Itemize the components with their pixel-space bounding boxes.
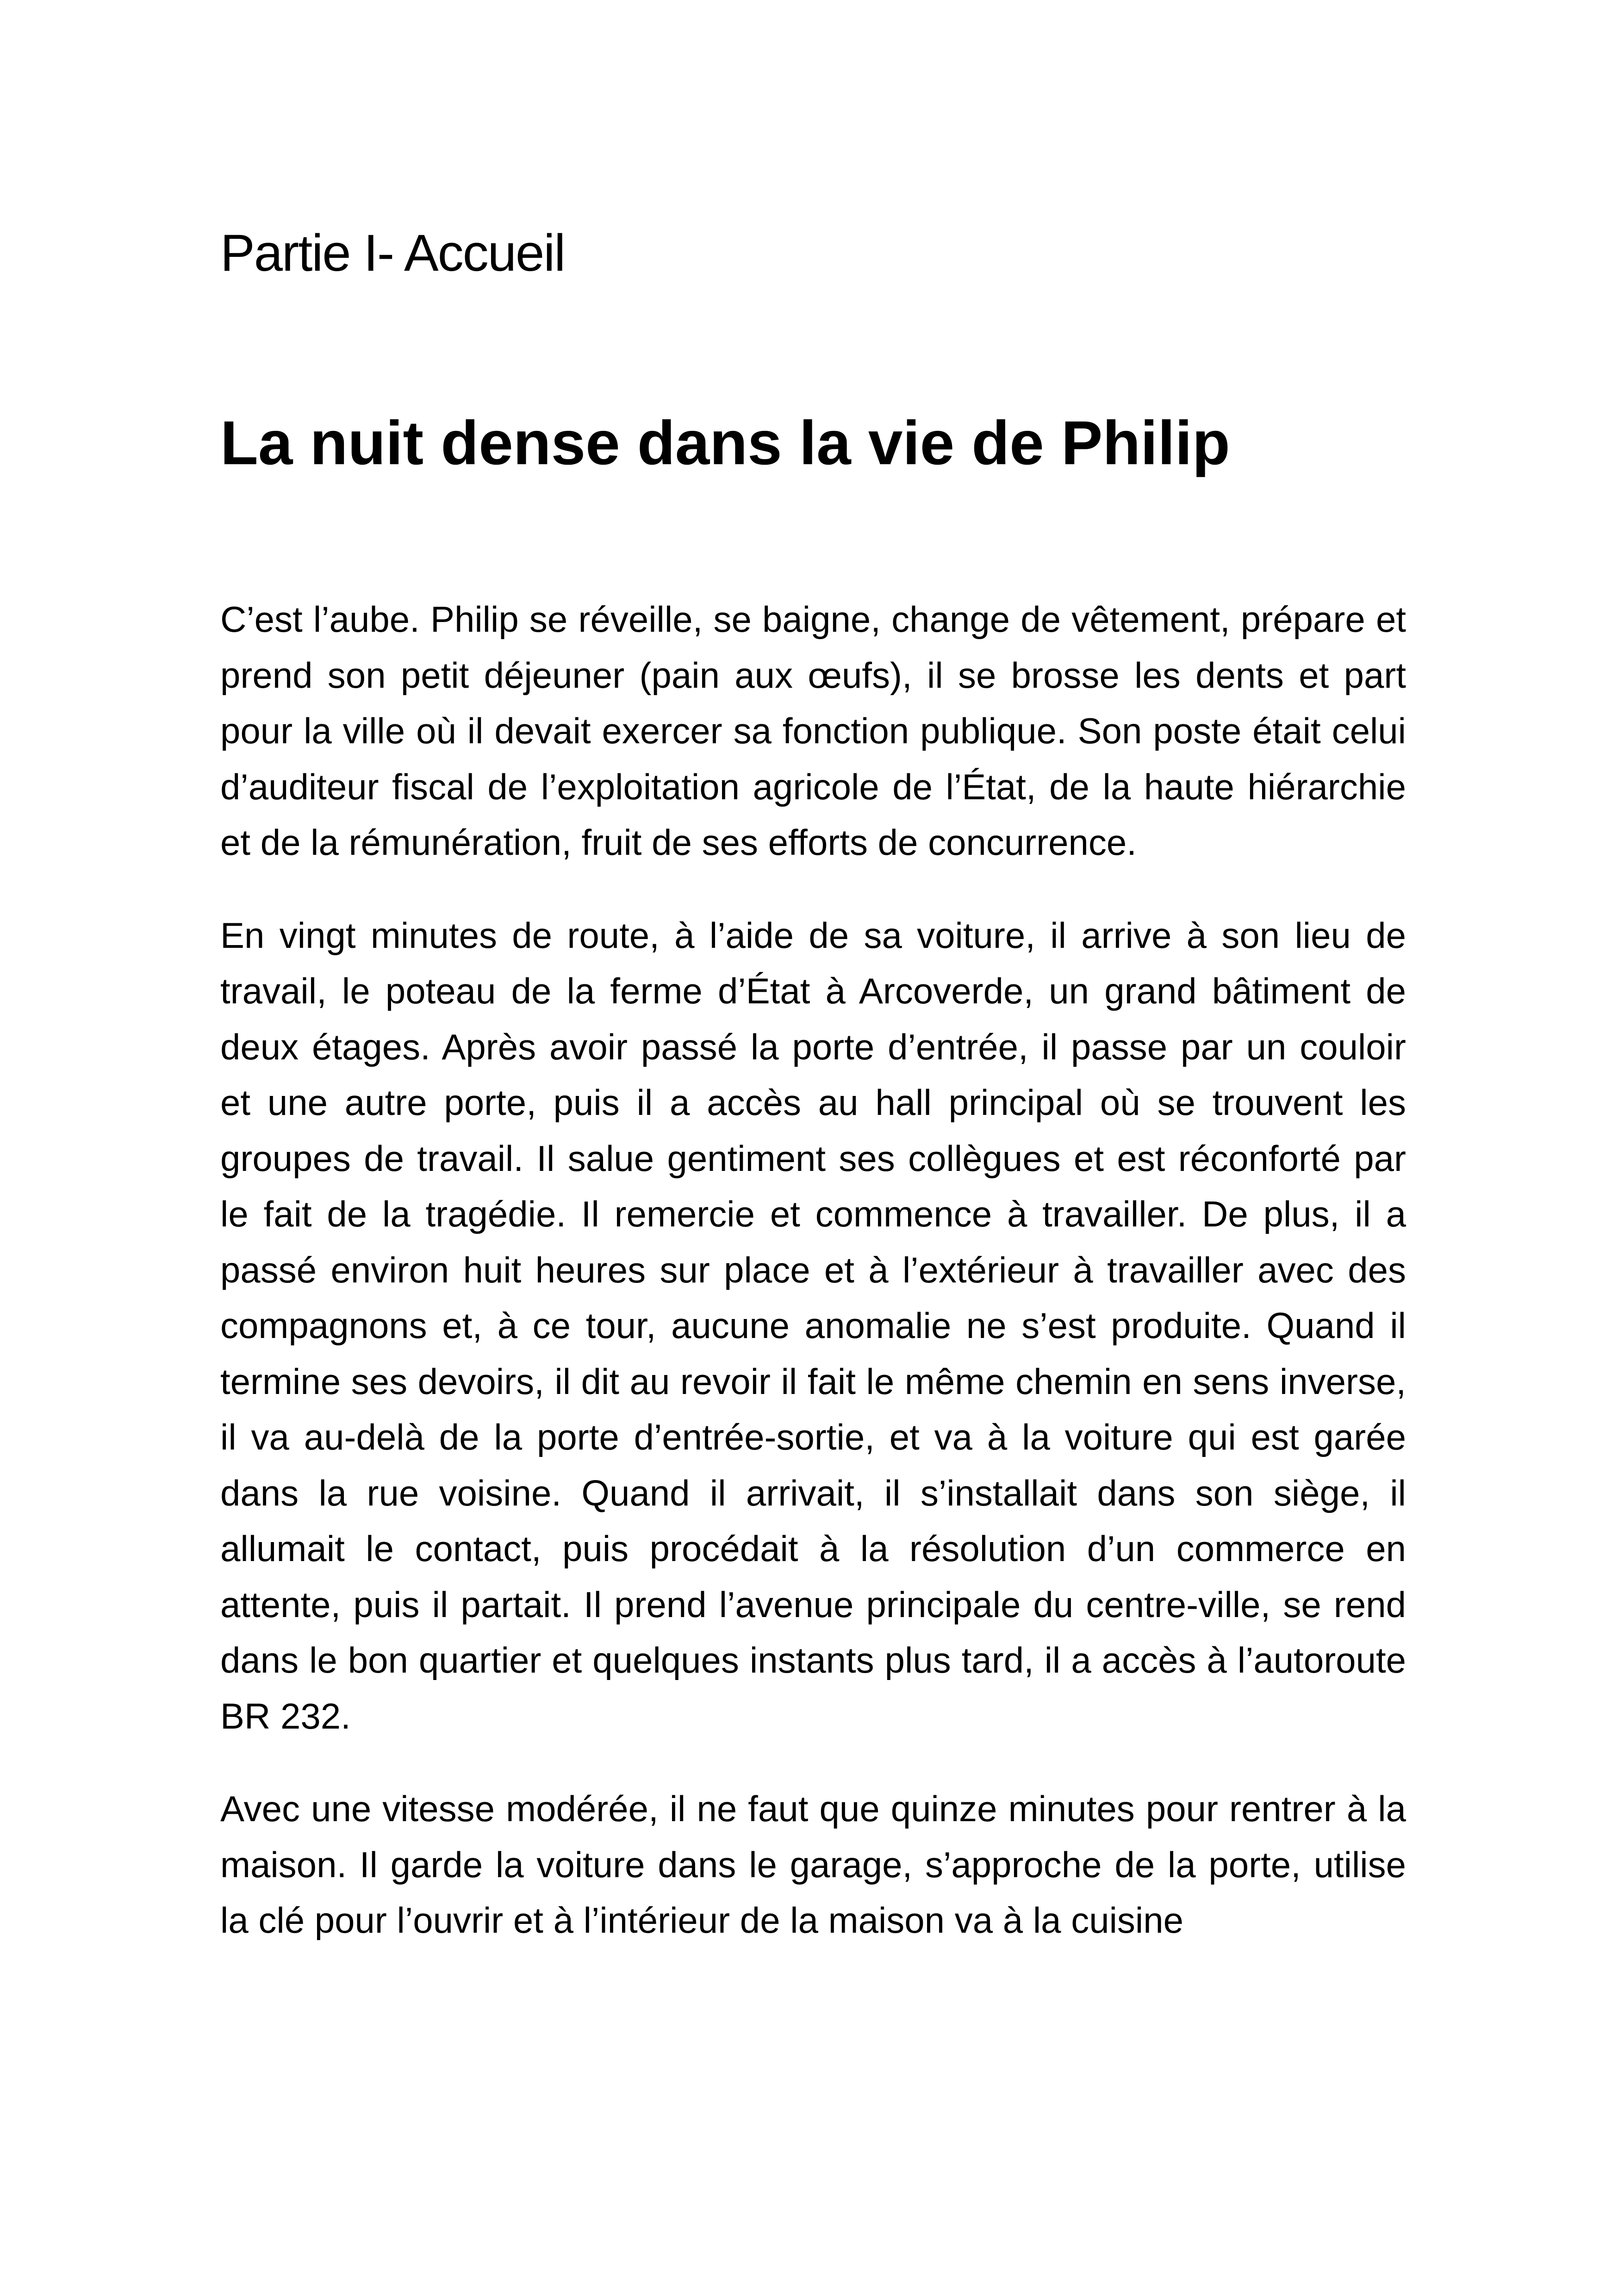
paragraph-3: Avec une vitesse modérée, il ne faut que quinze minutes pour rentrer à la maison. Il garde la voiture dans le garage, s’approche de la porte, utilise la clé pour l’ouvrir et à l’intérieur de la maison va à la cuisine (220, 1788, 1406, 1941)
part-title: Partie I- Accueil (220, 224, 565, 282)
chapter-title: La nuit dense dans la vie de Philip (220, 409, 1230, 478)
paragraph-2: En vingt minutes de route, à l’aide de sa voiture, il arrive à son lieu de travail, le poteau de la ferme d’État à Arcoverde, un grand bâtiment de deux étages. Après avoir passé la porte d’entrée, il passe par un couloir et une autre porte, puis il a accès au hall principal où se trouvent les groupes de travail. Il salue gentiment ses collègues et est réconforté par le fait de la tragédie. Il remercie et commence à travailler. De plus, il a passé environ huit heures sur place et à l’extérieur à travailler avec des compagnons et, à ce tour, aucune anomalie ne s’est produite. Quand il termine ses devoirs, il dit au revoir il fait le même chemin en sens inverse, il va au-delà de la porte d’entrée-sortie, et va à la voiture qui est garée dans la rue voisine. Quand il arrivait, il s’installait dans son siège, il allumait le contact, puis procédait à la résolution d’un commerce en attente, puis il partait. Il prend l’avenue principale du centre-ville, se rend dans le bon quartier et quelques instants plus tard, il a accès à l’autoroute BR 232. (220, 915, 1406, 1736)
body-text (220, 591, 1406, 1985)
paragraph-1: C’est l’aube. Philip se réveille, se baigne, change de vêtement, prépare et prend son petit déjeuner (pain aux œufs), il se brosse les dents et part pour la ville où il devait exercer sa fonction publique. Son poste était celui d’auditeur fiscal de l’exploitation agricole de l’État, de la haute hiérarchie et de la rémunération, fruit de ses efforts de concurrence. (220, 599, 1406, 863)
